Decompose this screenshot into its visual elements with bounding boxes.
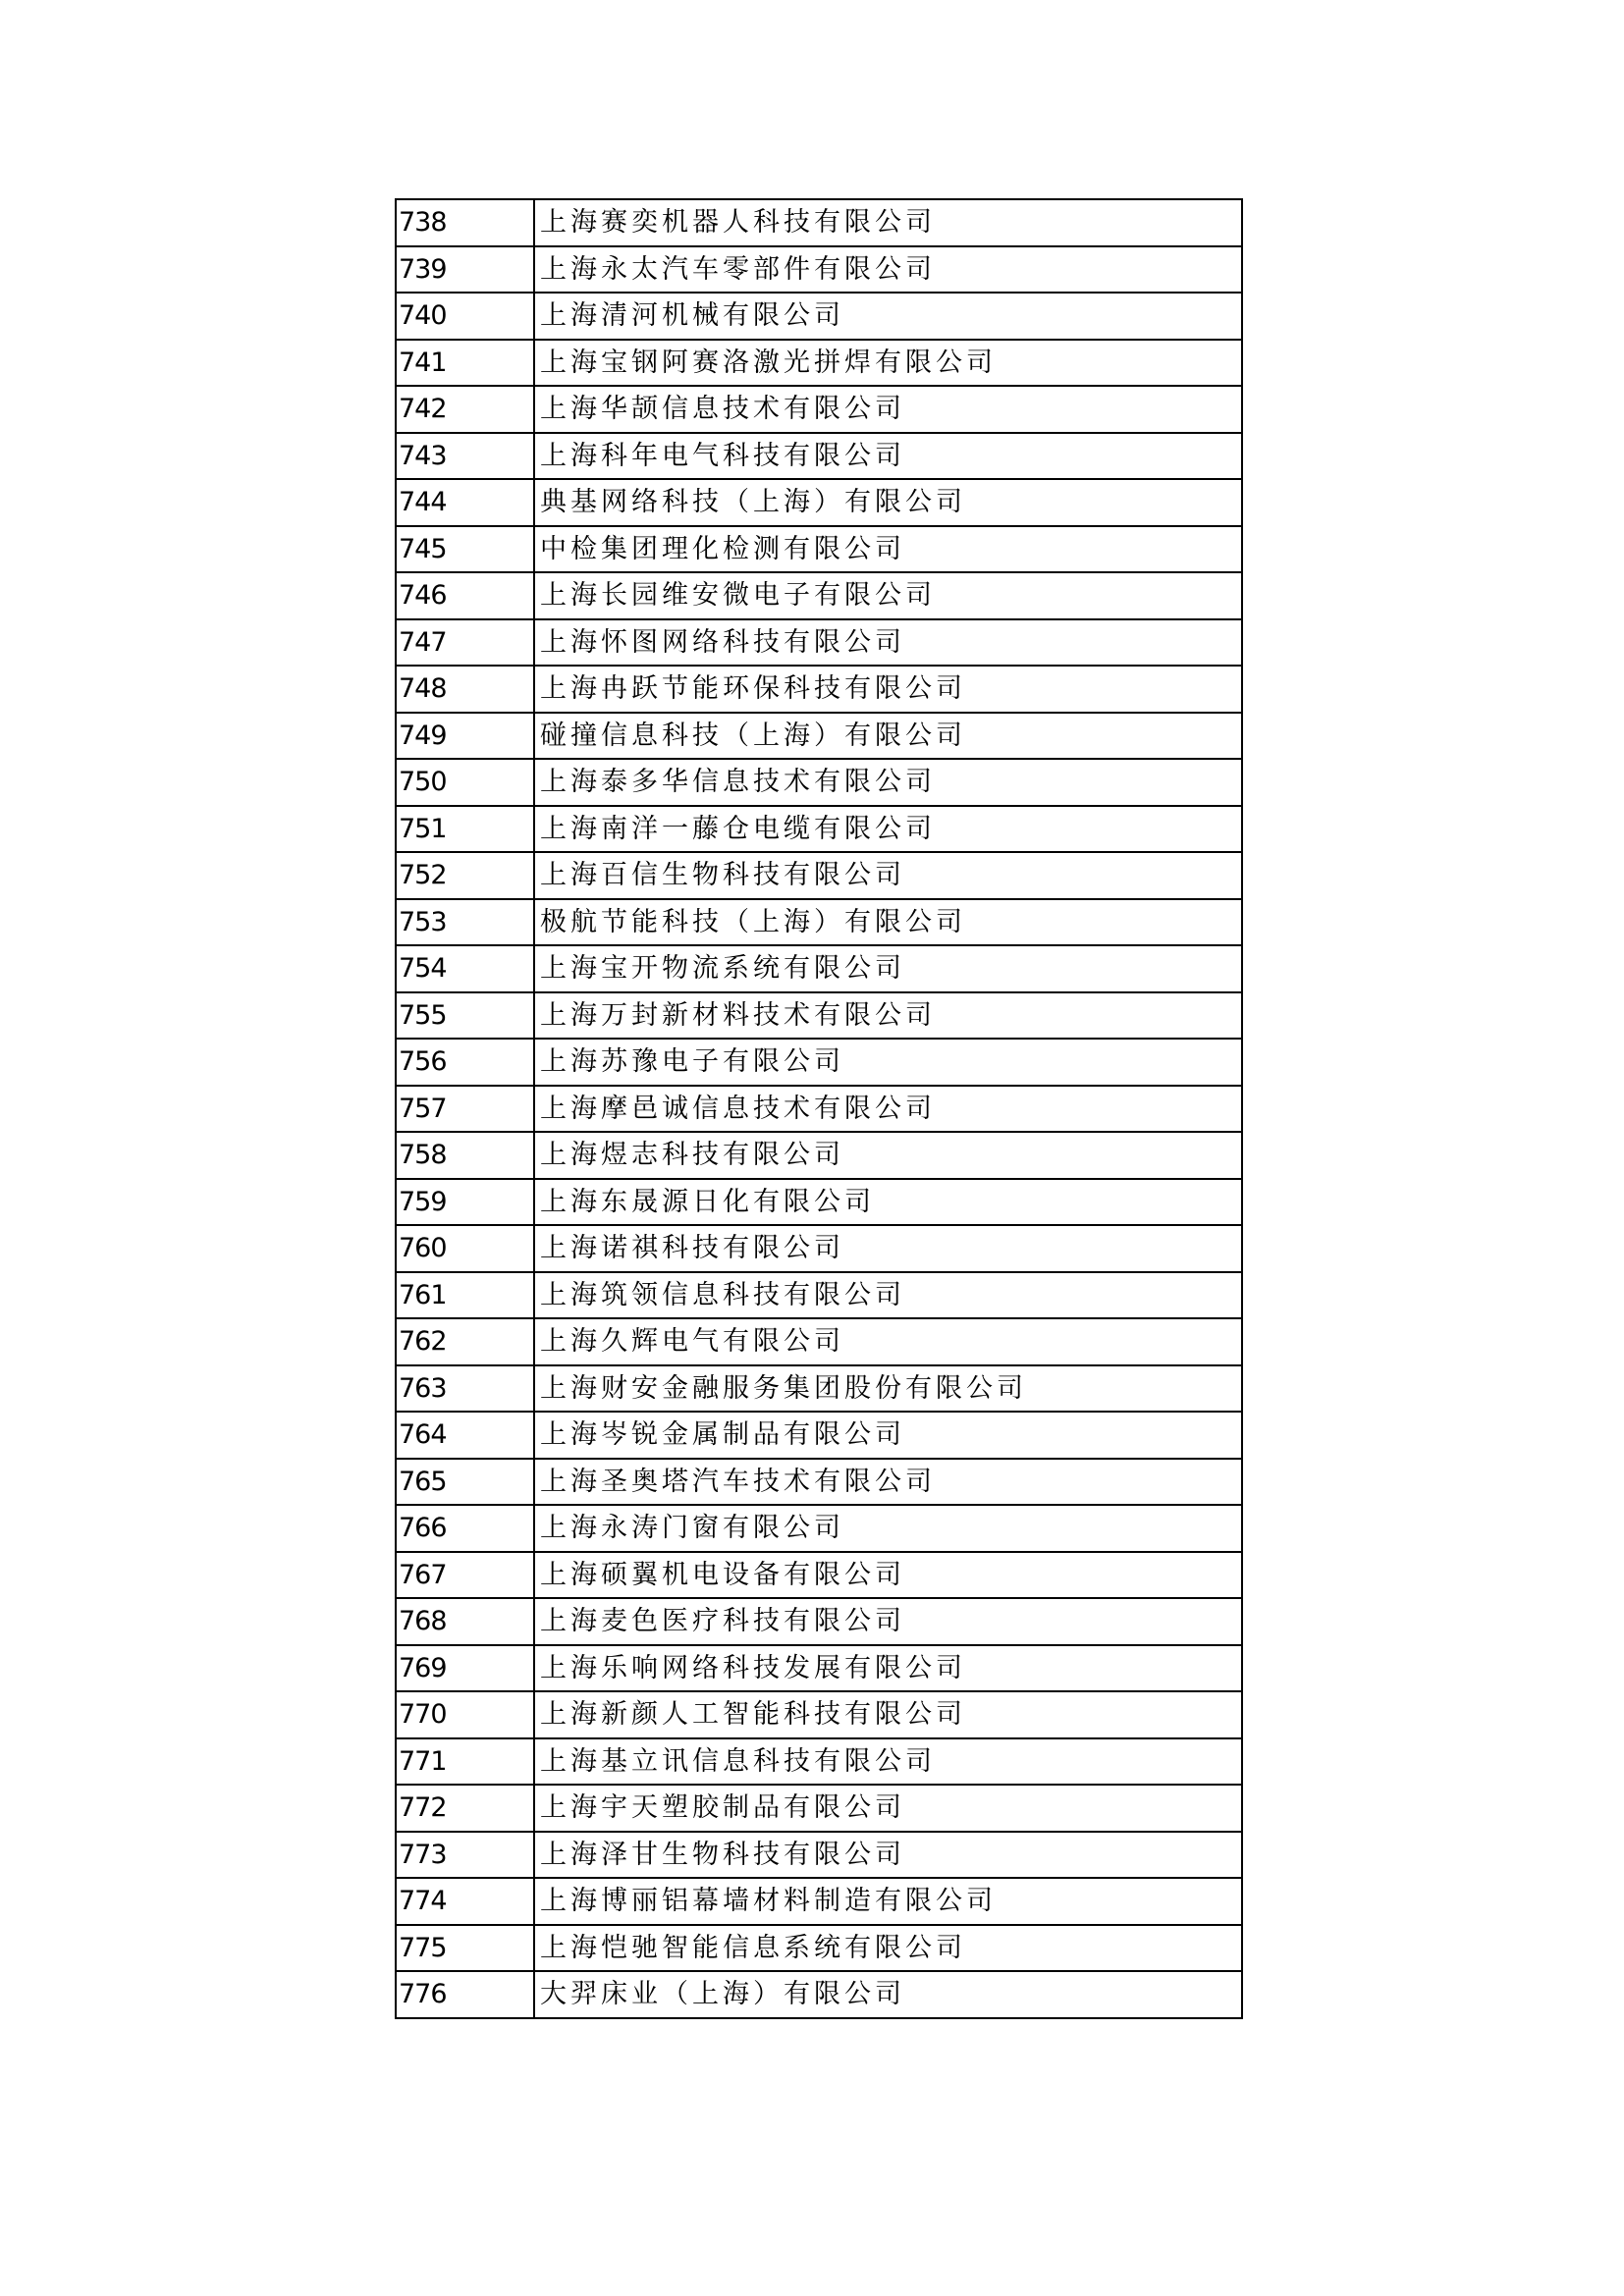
- row-number: 748: [396, 666, 534, 713]
- row-number: 764: [396, 1412, 534, 1459]
- company-name: 上海煜志科技有限公司: [534, 1132, 1242, 1179]
- company-name: 大羿床业（上海）有限公司: [534, 1971, 1242, 2018]
- table-row: [396, 1645, 1242, 1692]
- company-list-table: [395, 198, 1243, 2019]
- table-row: [396, 1412, 1242, 1459]
- table-row: [396, 1039, 1242, 1086]
- row-number: 745: [396, 526, 534, 573]
- company-name: 极航节能科技（上海）有限公司: [534, 899, 1242, 946]
- table-row: [396, 1179, 1242, 1226]
- row-number: 753: [396, 899, 534, 946]
- table-row: [396, 1459, 1242, 1506]
- company-name: 上海科年电气科技有限公司: [534, 433, 1242, 480]
- company-name: 上海怀图网络科技有限公司: [534, 619, 1242, 667]
- row-number: 773: [396, 1832, 534, 1879]
- company-name: 上海永涛门窗有限公司: [534, 1505, 1242, 1552]
- table-row: [396, 945, 1242, 992]
- table-row: [396, 806, 1242, 853]
- row-number: 758: [396, 1132, 534, 1179]
- company-name: 上海硕翼机电设备有限公司: [534, 1552, 1242, 1599]
- row-number: 739: [396, 246, 534, 294]
- company-name: 上海岑锐金属制品有限公司: [534, 1412, 1242, 1459]
- row-number: 759: [396, 1179, 534, 1226]
- table-row: [396, 1365, 1242, 1413]
- company-name: 上海筑领信息科技有限公司: [534, 1272, 1242, 1319]
- company-name: 上海基立讯信息科技有限公司: [534, 1738, 1242, 1786]
- row-number: 765: [396, 1459, 534, 1506]
- table-row: [396, 433, 1242, 480]
- row-number: 757: [396, 1086, 534, 1133]
- company-name: 上海圣奥塔汽车技术有限公司: [534, 1459, 1242, 1506]
- row-number: 743: [396, 433, 534, 480]
- table-row: [396, 479, 1242, 526]
- company-name: 上海久辉电气有限公司: [534, 1318, 1242, 1365]
- row-number: 749: [396, 713, 534, 760]
- table-row: [396, 246, 1242, 294]
- row-number: 747: [396, 619, 534, 667]
- table-row: [396, 1598, 1242, 1645]
- company-name: 上海麦色医疗科技有限公司: [534, 1598, 1242, 1645]
- company-name: 上海长园维安微电子有限公司: [534, 572, 1242, 619]
- company-list-body: [396, 199, 1242, 2018]
- table-row: [396, 1785, 1242, 1832]
- company-name: 上海新颜人工智能科技有限公司: [534, 1691, 1242, 1738]
- row-number: 750: [396, 759, 534, 806]
- row-number: 767: [396, 1552, 534, 1599]
- company-name: 上海百信生物科技有限公司: [534, 852, 1242, 899]
- table-row: [396, 759, 1242, 806]
- row-number: 760: [396, 1225, 534, 1272]
- table-row: [396, 852, 1242, 899]
- row-number: 774: [396, 1878, 534, 1925]
- table-row: [396, 1691, 1242, 1738]
- row-number: 775: [396, 1925, 534, 1972]
- company-name: 上海恺驰智能信息系统有限公司: [534, 1925, 1242, 1972]
- company-name: 碰撞信息科技（上海）有限公司: [534, 713, 1242, 760]
- company-name: 上海财安金融服务集团股份有限公司: [534, 1365, 1242, 1413]
- table-row: [396, 1832, 1242, 1879]
- table-row: [396, 619, 1242, 667]
- company-name: 上海摩邑诚信息技术有限公司: [534, 1086, 1242, 1133]
- table-row: [396, 1272, 1242, 1319]
- company-name: 上海泽甘生物科技有限公司: [534, 1832, 1242, 1879]
- row-number: 769: [396, 1645, 534, 1692]
- company-name: 典基网络科技（上海）有限公司: [534, 479, 1242, 526]
- table-row: [396, 1552, 1242, 1599]
- row-number: 740: [396, 293, 534, 340]
- row-number: 770: [396, 1691, 534, 1738]
- row-number: 751: [396, 806, 534, 853]
- table-row: [396, 1225, 1242, 1272]
- row-number: 766: [396, 1505, 534, 1552]
- row-number: 741: [396, 340, 534, 387]
- company-name: 上海华颉信息技术有限公司: [534, 386, 1242, 433]
- company-name: 上海泰多华信息技术有限公司: [534, 759, 1242, 806]
- company-name: 上海东晟源日化有限公司: [534, 1179, 1242, 1226]
- company-name: 上海诺祺科技有限公司: [534, 1225, 1242, 1272]
- company-name: 上海万封新材料技术有限公司: [534, 992, 1242, 1040]
- table-row: [396, 1086, 1242, 1133]
- table-row: [396, 899, 1242, 946]
- table-row: [396, 1132, 1242, 1179]
- table-row: [396, 340, 1242, 387]
- row-number: 762: [396, 1318, 534, 1365]
- company-name: 上海苏豫电子有限公司: [534, 1039, 1242, 1086]
- table-row: [396, 1925, 1242, 1972]
- row-number: 738: [396, 199, 534, 246]
- company-name: 上海博丽铝幕墙材料制造有限公司: [534, 1878, 1242, 1925]
- table-row: [396, 199, 1242, 246]
- table-row: [396, 1318, 1242, 1365]
- table-row: [396, 1505, 1242, 1552]
- row-number: 772: [396, 1785, 534, 1832]
- company-name: 上海清河机械有限公司: [534, 293, 1242, 340]
- table-row: [396, 572, 1242, 619]
- row-number: 755: [396, 992, 534, 1040]
- table-row: [396, 713, 1242, 760]
- company-name: 上海乐响网络科技发展有限公司: [534, 1645, 1242, 1692]
- row-number: 771: [396, 1738, 534, 1786]
- company-name: 上海宝钢阿赛洛激光拼焊有限公司: [534, 340, 1242, 387]
- company-name: 上海永太汽车零部件有限公司: [534, 246, 1242, 294]
- row-number: 752: [396, 852, 534, 899]
- row-number: 761: [396, 1272, 534, 1319]
- company-name: 上海冉跃节能环保科技有限公司: [534, 666, 1242, 713]
- table-row: [396, 1971, 1242, 2018]
- table-row: [396, 666, 1242, 713]
- row-number: 763: [396, 1365, 534, 1413]
- company-name: 中检集团理化检测有限公司: [534, 526, 1242, 573]
- table-row: [396, 992, 1242, 1040]
- row-number: 756: [396, 1039, 534, 1086]
- table-row: [396, 526, 1242, 573]
- row-number: 768: [396, 1598, 534, 1645]
- table-row: [396, 1878, 1242, 1925]
- company-name: 上海宇天塑胶制品有限公司: [534, 1785, 1242, 1832]
- row-number: 754: [396, 945, 534, 992]
- table-row: [396, 293, 1242, 340]
- company-name: 上海宝开物流系统有限公司: [534, 945, 1242, 992]
- row-number: 746: [396, 572, 534, 619]
- row-number: 776: [396, 1971, 534, 2018]
- table-row: [396, 1738, 1242, 1786]
- company-name: 上海赛奕机器人科技有限公司: [534, 199, 1242, 246]
- table-row: [396, 386, 1242, 433]
- row-number: 742: [396, 386, 534, 433]
- company-name: 上海南洋一藤仓电缆有限公司: [534, 806, 1242, 853]
- row-number: 744: [396, 479, 534, 526]
